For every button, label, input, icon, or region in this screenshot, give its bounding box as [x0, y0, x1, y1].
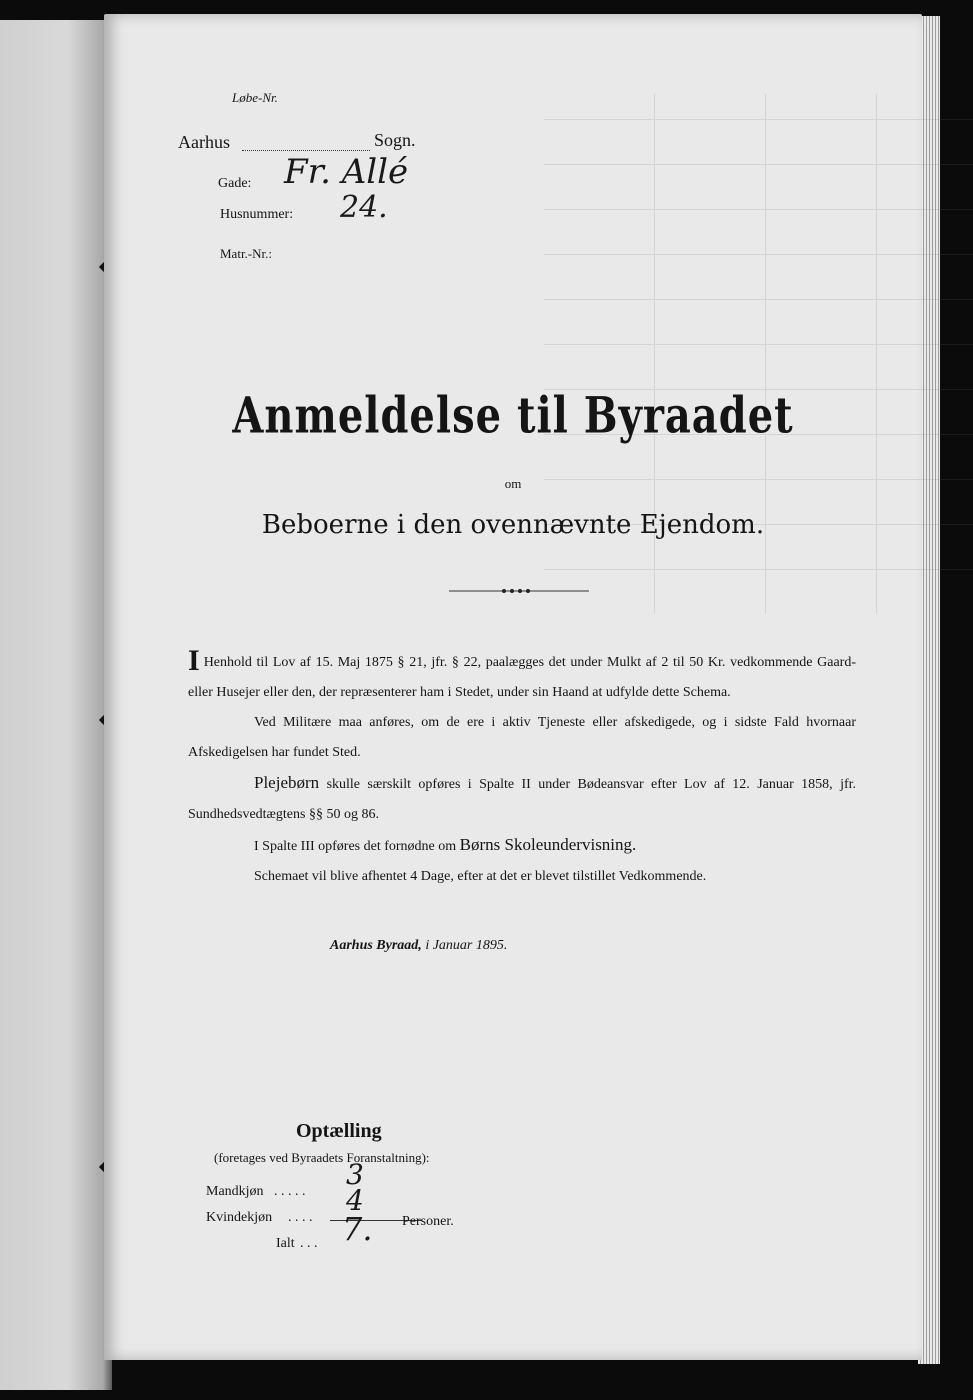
- total-value: 7.: [342, 1210, 373, 1248]
- male-value: 3: [346, 1158, 364, 1191]
- signature-line: [330, 938, 507, 954]
- paragraph-1-text: Henhold til Lov af 15. Maj 1875 § 21, jfr. § 22, paalægges det under Mulkt af 2 til 50 Kr. vedkommende Gaard- eller Husejer eller den, der repræsenterer ham i Stedet, under sin Haand at udfylde dette Schema.: [188, 655, 856, 700]
- document-page: [104, 14, 922, 1360]
- left-page-edge: [0, 20, 112, 1390]
- document-title: Anmeldelse til Byraadet: [232, 386, 794, 445]
- initial-letter: I: [188, 644, 200, 677]
- total-label: Ialt: [276, 1236, 295, 1251]
- paragraph-2: Ved Militære maa anføres, om de ere i aktiv Tjeneste eller afskedigede, og i sidste Fald hvornaar Afskedigelsen har fundet Sted.: [188, 715, 856, 760]
- total-leader: . . .: [300, 1236, 318, 1251]
- paragraph-3-text: skulle særskilt opføres i Spalte II under Bødeansvar efter Lov af 12. Januar 1858, jfr. Sundhedsvedtægtens §§ 50 og 86.: [188, 777, 857, 822]
- skoleundervisning-label: Børns Skoleundervisning.: [459, 835, 637, 854]
- plejeborn-label: Plejebørn: [254, 773, 320, 792]
- paragraph-4: [188, 830, 856, 862]
- lobe-nr-label: Løbe-Nr.: [232, 90, 278, 105]
- signature-council: Aarhus Byraad,: [330, 938, 422, 953]
- persons-label: Personer.: [402, 1214, 454, 1229]
- paragraph-4-text: I Spalte III opføres det fornødne om: [254, 839, 457, 854]
- document-subtitle: Beboerne i den ovennævnte Ejendom.: [261, 510, 765, 540]
- om-label: om: [504, 476, 522, 491]
- paragraph-1: [188, 646, 856, 708]
- instructions-block: [188, 646, 856, 892]
- female-value: 4: [346, 1184, 364, 1217]
- matr-label: Matr.-Nr.:: [220, 246, 272, 261]
- count-subtitle: (foretages ved Byraadets Foranstaltning):: [214, 1150, 430, 1165]
- signature-date: i Januar 1895.: [425, 938, 508, 953]
- sogn-label: Sogn.: [374, 130, 416, 150]
- female-leader: . . . .: [288, 1210, 313, 1225]
- paragraph-3: [188, 768, 856, 830]
- sogn-field: [242, 132, 370, 151]
- male-label: Mandkjøn: [206, 1184, 264, 1199]
- female-label: Kvindekjøn: [206, 1210, 273, 1225]
- paragraph-5: Schemaet vil blive afhentet 4 Dage, efter at det er blevet tilstillet Vedkommende.: [254, 869, 707, 884]
- gade-value: Fr. Allé: [284, 152, 409, 192]
- count-title: Optælling: [296, 1120, 382, 1142]
- city-label: Aarhus: [178, 132, 230, 152]
- ornament-divider: [449, 586, 589, 596]
- male-leader: . . . . .: [274, 1184, 306, 1199]
- husnummer-label: Husnummer:: [220, 207, 294, 222]
- gade-label: Gade:: [218, 176, 252, 191]
- husnummer-value: 24.: [340, 190, 388, 225]
